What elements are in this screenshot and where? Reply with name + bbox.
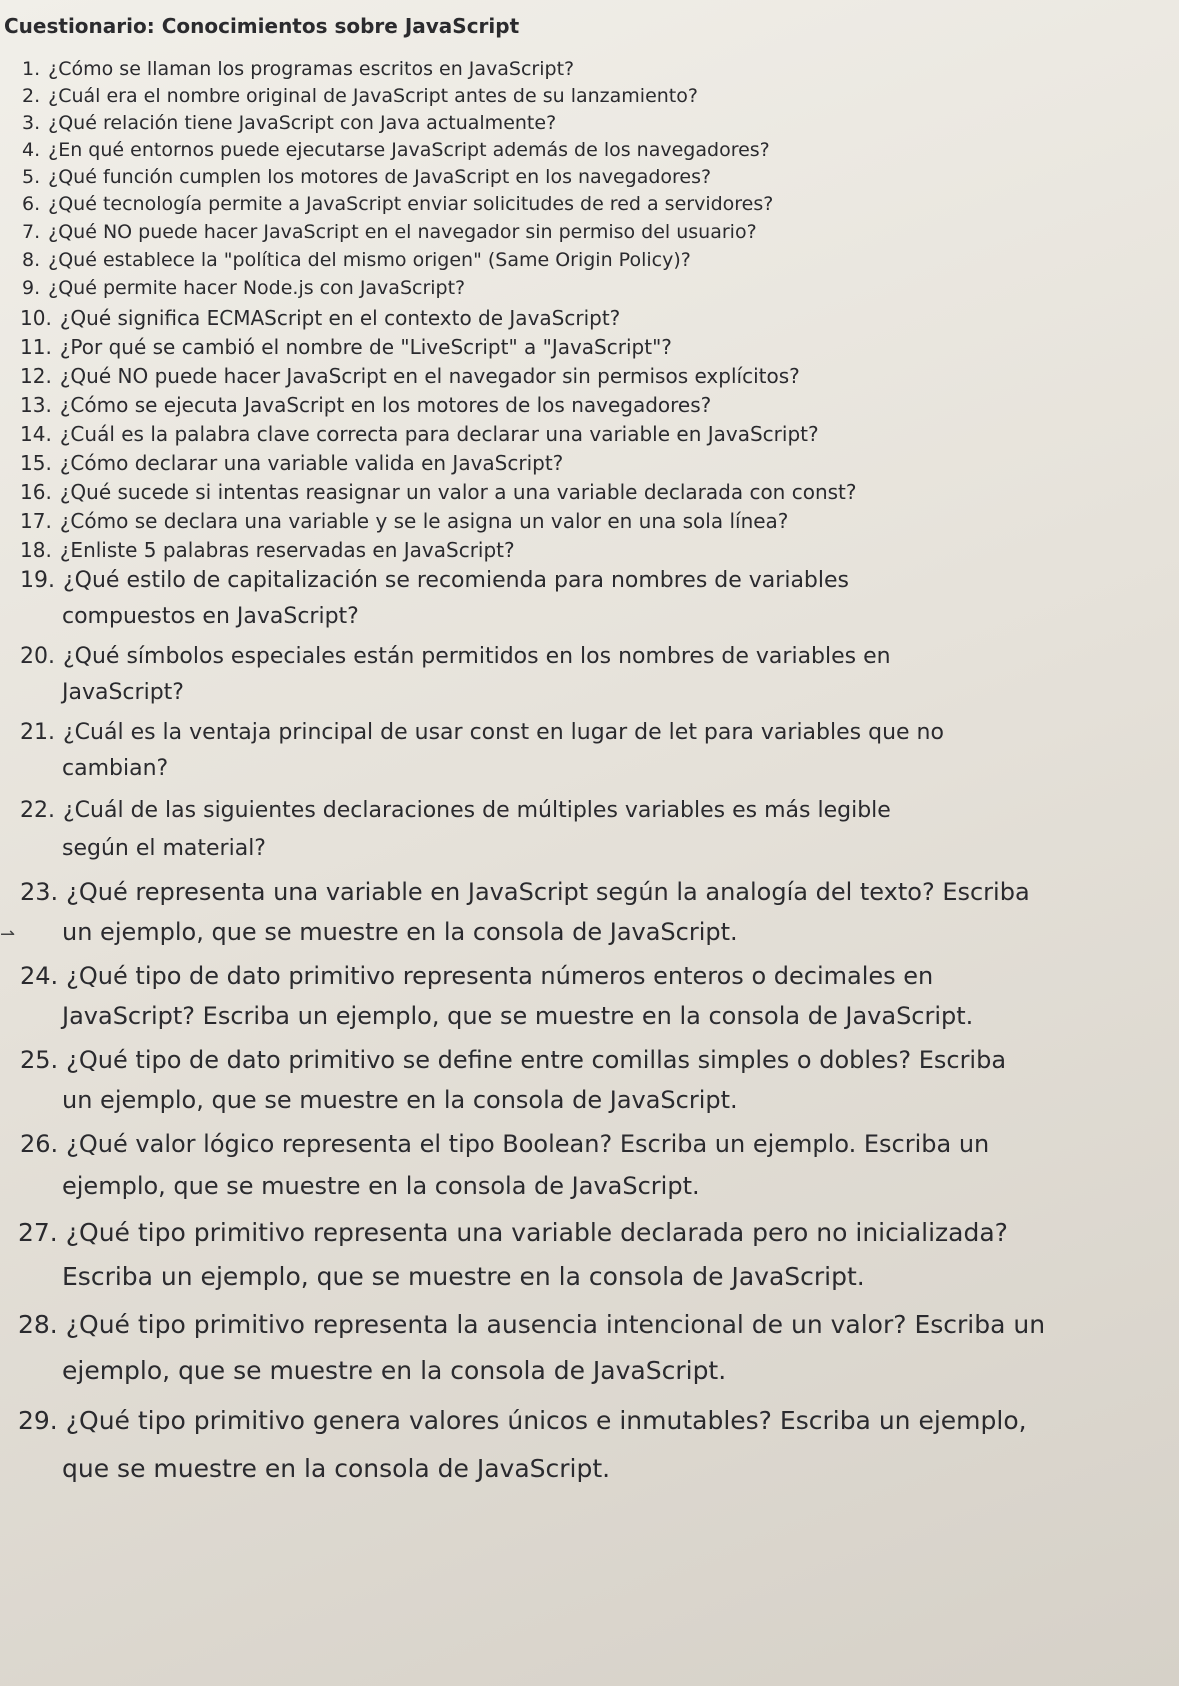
question-7: 7. ¿Qué NO puede hacer JavaScript en el navegador sin permiso del usuario? [22, 221, 757, 243]
question-19: 19. ¿Qué estilo de capitalización se recomienda para nombres de variables [20, 568, 850, 593]
question-23: 23. ¿Qué representa una variable en JavaScript según la analogía del texto? Escriba [20, 878, 1030, 906]
question-14: 14. ¿Cuál es la palabra clave correcta para declarar una variable en JavaScript? [20, 422, 819, 446]
question-27: 27. ¿Qué tipo primitivo representa una variable declarada pero no inicializada? [18, 1218, 1008, 1247]
question-5: 5. ¿Qué función cumplen los motores de JavaScript en los navegadores? [22, 166, 712, 188]
question-1: 1. ¿Cómo se llaman los programas escritos en JavaScript? [22, 58, 575, 80]
question-18: 18. ¿Enliste 5 palabras reservadas en JavaScript? [20, 538, 515, 562]
question-11: 11. ¿Por qué se cambió el nombre de "LiveScript" a "JavaScript"? [20, 335, 672, 359]
question-21: 21. ¿Cuál es la ventaja principal de usar const en lugar de let para variables que no [20, 720, 944, 745]
question-20-continuation: JavaScript? [62, 680, 184, 705]
question-13: 13. ¿Cómo se ejecuta JavaScript en los motores de los navegadores? [20, 393, 712, 417]
question-12: 12. ¿Qué NO puede hacer JavaScript en el navegador sin permisos explícitos? [20, 364, 800, 388]
question-15: 15. ¿Cómo declarar una variable valida en JavaScript? [20, 451, 564, 475]
question-9: 9. ¿Qué permite hacer Node.js con JavaScript? [22, 277, 466, 299]
arrow-mark-icon: ⇀ [0, 924, 16, 945]
question-23-continuation: un ejemplo, que se muestre en la consola de JavaScript. [62, 918, 738, 946]
question-22: 22. ¿Cuál de las siguientes declaraciones de múltiples variables es más legible [20, 798, 891, 823]
question-26-continuation: ejemplo, que se muestre en la consola de JavaScript. [62, 1172, 700, 1200]
question-21-continuation: cambian? [62, 756, 169, 781]
question-3: 3. ¿Qué relación tiene JavaScript con Java actualmente? [22, 112, 557, 134]
question-16: 16. ¿Qué sucede si intentas reasignar un valor a una variable declarada con const? [20, 480, 857, 504]
question-20: 20. ¿Qué símbolos especiales están permitidos en los nombres de variables en [20, 644, 891, 669]
question-29: 29. ¿Qué tipo primitivo genera valores únicos e inmutables? Escriba un ejemplo, [18, 1406, 1027, 1435]
question-24: 24. ¿Qué tipo de dato primitivo representa números enteros o decimales en [20, 962, 934, 990]
question-29-continuation: que se muestre en la consola de JavaScript. [62, 1454, 611, 1483]
question-28: 28. ¿Qué tipo primitivo representa la ausencia intencional de un valor? Escriba un [18, 1310, 1046, 1339]
question-25: 25. ¿Qué tipo de dato primitivo se define entre comillas simples o dobles? Escriba [20, 1046, 1007, 1074]
question-26: 26. ¿Qué valor lógico representa el tipo Boolean? Escriba un ejemplo. Escriba un [20, 1130, 990, 1158]
question-6: 6. ¿Qué tecnología permite a JavaScript enviar solicitudes de red a servidores? [22, 193, 774, 215]
question-10: 10. ¿Qué significa ECMAScript en el contexto de JavaScript? [20, 306, 621, 330]
question-19-continuation: compuestos en JavaScript? [62, 604, 359, 629]
question-2: 2. ¿Cuál era el nombre original de JavaScript antes de su lanzamiento? [22, 85, 698, 107]
question-8: 8. ¿Qué establece la "política del mismo origen" (Same Origin Policy)? [22, 249, 691, 271]
question-24-continuation: JavaScript? Escriba un ejemplo, que se muestre en la consola de JavaScript. [62, 1002, 974, 1030]
quiz-title: Cuestionario: Conocimientos sobre JavaScript [4, 14, 520, 38]
question-22-continuation: según el material? [62, 836, 266, 861]
question-4: 4. ¿En qué entornos puede ejecutarse JavaScript además de los navegadores? [22, 139, 770, 161]
question-27-continuation: Escriba un ejemplo, que se muestre en la consola de JavaScript. [62, 1262, 865, 1291]
question-17: 17. ¿Cómo se declara una variable y se le asigna un valor en una sola línea? [20, 509, 789, 533]
question-25-continuation: un ejemplo, que se muestre en la consola de JavaScript. [62, 1086, 738, 1114]
question-28-continuation: ejemplo, que se muestre en la consola de JavaScript. [62, 1356, 727, 1385]
